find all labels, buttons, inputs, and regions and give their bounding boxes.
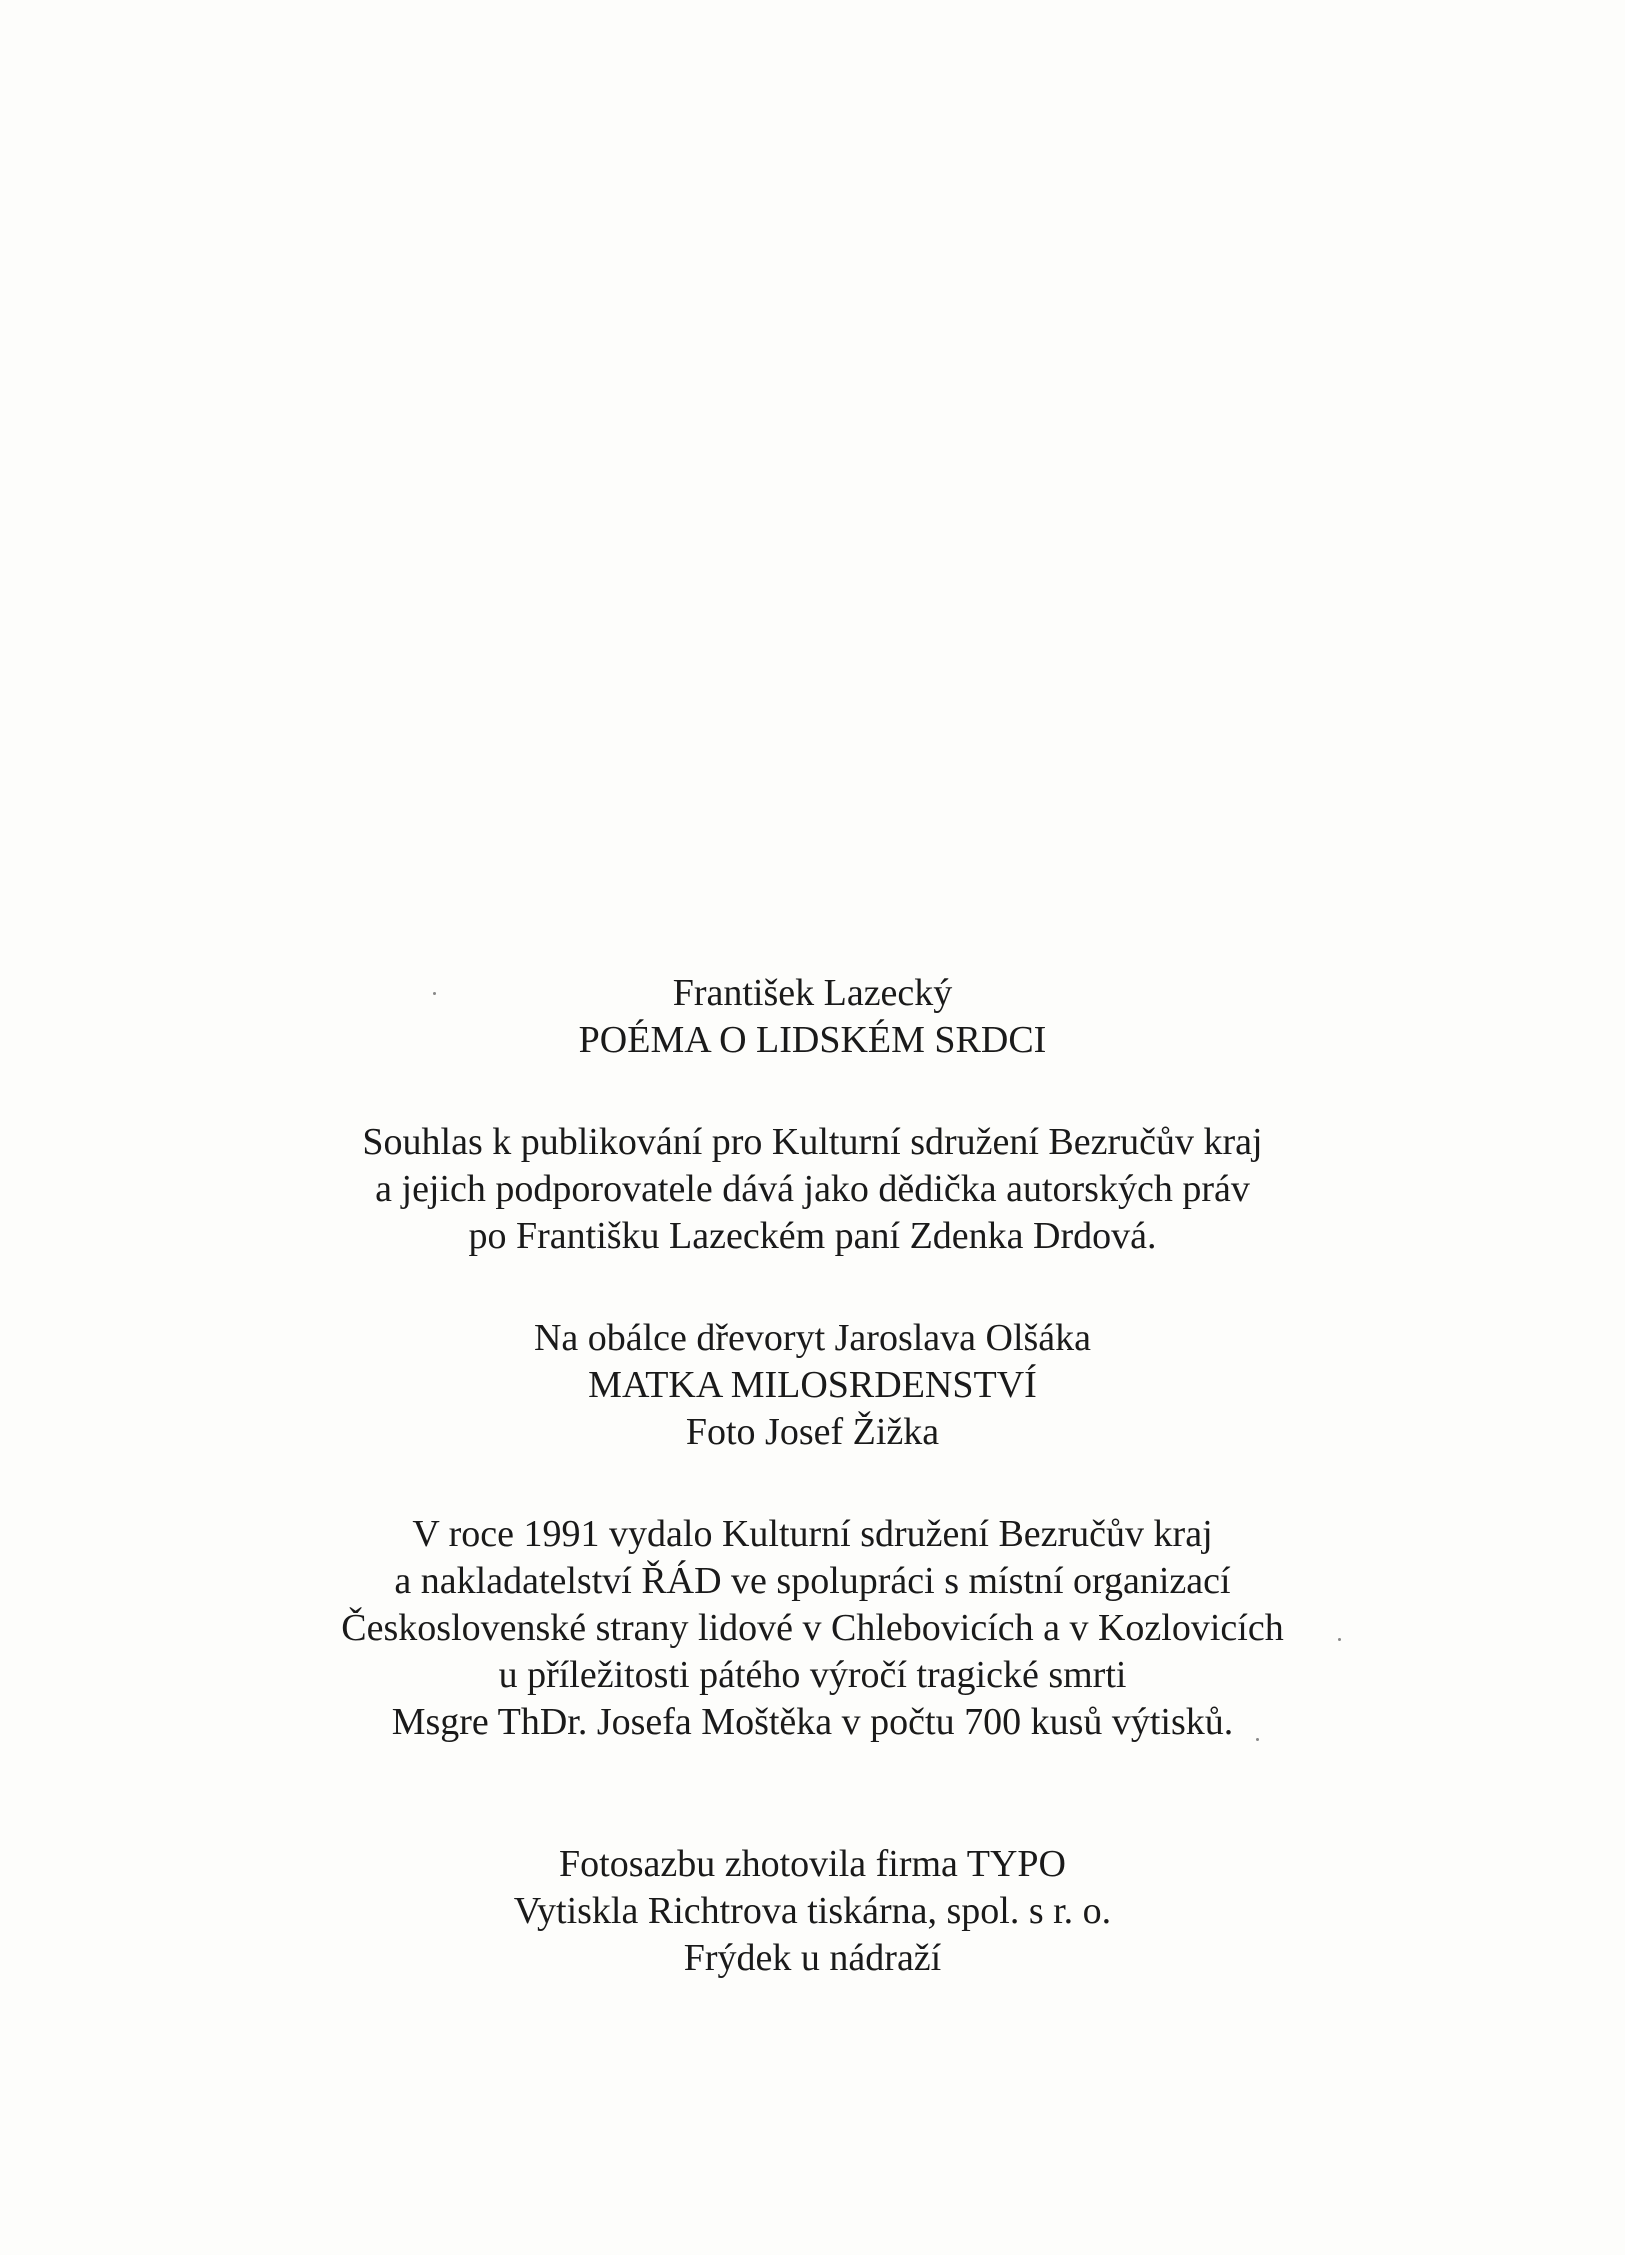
publication-block xyxy=(0,1511,1625,1746)
title-block xyxy=(0,970,1625,1064)
typesetting-credit: Fotosazbu zhotovila firma TYPO xyxy=(559,1843,1066,1885)
consent-line: po Františku Lazeckém paní Zdenka Drdová. xyxy=(468,1215,1157,1257)
cover-credit-line: Na obálce dřevoryt Jaroslava Olšáka xyxy=(533,1317,1092,1359)
printer-location: Frýdek u nádraží xyxy=(683,1937,942,1979)
printer-credit: Vytiskla Richtrova tiskárna, spol. s r. o. xyxy=(513,1890,1112,1932)
publication-line: u příležitosti pátého výročí tragické smrti xyxy=(498,1654,1127,1696)
consent-line: a jejich podporovatele dává jako dědička autorských práv xyxy=(375,1168,1250,1210)
print-credit-block xyxy=(0,1841,1625,1982)
book-title: POÉMA O LIDSKÉM SRDCI xyxy=(578,1019,1047,1061)
consent-line: Souhlas k publikování pro Kulturní sdružení Bezručův kraj xyxy=(362,1121,1263,1163)
publication-line: Msgre ThDr. Josefa Moštěka v počtu 700 kusů výtisků. xyxy=(391,1701,1234,1743)
cover-artwork-title: MATKA MILOSRDENSTVÍ xyxy=(588,1364,1037,1406)
consent-block xyxy=(0,1119,1625,1260)
photo-credit: Foto Josef Žižka xyxy=(685,1411,940,1453)
publication-line: a nakladatelství ŘÁD ve spolupráci s místní organizací xyxy=(394,1560,1231,1602)
cover-credit-block xyxy=(0,1315,1625,1456)
publication-line: Československé strany lidové v Chlebovicích a v Kozlovicích xyxy=(341,1607,1284,1649)
colophon-text xyxy=(0,970,1625,1982)
publication-line: V roce 1991 vydalo Kulturní sdružení Bezručův kraj xyxy=(412,1513,1213,1555)
author-name: František Lazecký xyxy=(672,972,953,1014)
